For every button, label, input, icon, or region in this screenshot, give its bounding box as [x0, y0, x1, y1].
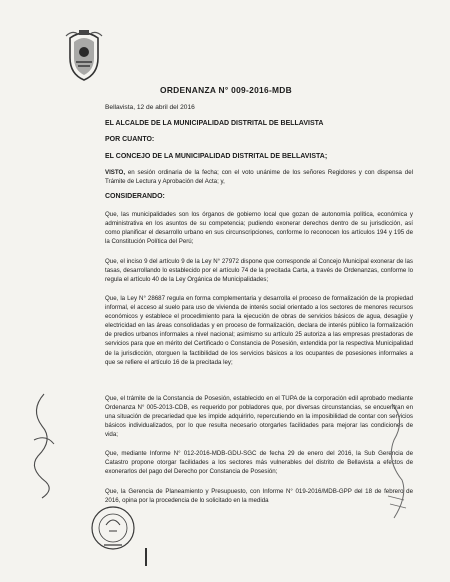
- paragraph-5: Que, mediante Informe N° 012-2016-MDB-GDU-SGC de fecha 29 de enero del 2016, la Sub Gerencia de Catastro propone otorgar facilidades a los sectores más vulnerables del distrito de Bellavista a efectos de exonerarlos del pago del Derecho por Constancia de Posesión;: [105, 450, 413, 476]
- visto-paragraph: [105, 168, 413, 186]
- paragraph-3: Que, la Ley N° 28687 regula en forma complementaria y desarrolla el proceso de formalización de la propiedad informal, el acceso al suelo para uso de vivienda de interés social orientado a los sectores de menores recursos económicos y establece el procedimiento para la ejecución de obras de servicios básicos de agua, desagüe y electricidad en las áreas consolidadas y en proceso de formalización, declara de interés público la formalización de predios urbanos informales a nivel nacional; asimismo su artículo 25 autoriza a las empresas prestadoras de servicios para que en mérito del Certificado o Constancia de Posesión, extendida por la respectiva Municipalidad de la jurisdicción, otorguen la factibilidad de los servicios básicos a los ocupantes de posesiones informales a que se refiere el artículo 16 de la precitada ley;: [105, 295, 413, 366]
- margin-signature-icon: [24, 390, 64, 500]
- paragraph-6: Que, la Gerencia de Planeamiento y Presupuesto, con Informe N° 019-2016/MDB-GPP del 18 de febrero de 2016, opina por la procedencia de lo solicitado en la medida: [105, 488, 413, 505]
- document-date: Bellavista, 12 de abril del 2016: [105, 104, 195, 111]
- right-margin-signature-icon: [382, 400, 412, 530]
- visto-text: en sesión ordinaria de la fecha; con el voto unánime de los señores Regidores y con dispensa del Trámite de Lectura y Aprobación del Acta; y,: [105, 169, 413, 186]
- municipal-stamp-icon: [90, 505, 136, 551]
- alcalde-heading: EL ALCALDE DE LA MUNICIPALIDAD DISTRITAL DE BELLAVISTA: [105, 120, 324, 127]
- considerando-heading: CONSIDERANDO:: [105, 193, 165, 200]
- visto-label: VISTO,: [105, 169, 126, 176]
- ordinance-title: ORDENANZA N° 009-2016-MDB: [160, 85, 292, 95]
- margin-mark: [145, 548, 147, 566]
- concejo-heading: EL CONCEJO DE LA MUNICIPALIDAD DISTRITAL DE BELLAVISTA;: [105, 153, 328, 160]
- paragraph-4: Que, el trámite de la Constancia de Posesión, establecido en el TUPA de la corporación edil aprobado mediante Ordenanza N° 005-2013-CDB, es requerido por pobladores que, por diversas circunstancias, se encuentran en una situación de precariedad que les impide adquirirlo, repercutiendo en la imposibilidad de contar con servicios básicos individualizados, por lo que resulta necesario otorgarles facilidades para mejorar las condiciones de vida;: [105, 395, 413, 439]
- por-cuanto-heading: POR CUANTO:: [105, 136, 155, 143]
- paragraph-2: Que, el inciso 9 del artículo 9 de la Ley N° 27972 dispone que corresponde al Concejo Municipal exonerar de las tasas, desarrollando lo establecido por el artículo 74 de la precitada Carta, a través de Ordenanzas, conforme lo regula el artículo 40 de la Ley Orgánica de Municipalidades;: [105, 258, 413, 284]
- paragraph-1: Que, las municipalidades son los órganos de gobierno local que gozan de autonomía política, económica y administrativa en los asuntos de su competencia; pudiendo exonerar derechos dentro de su jurisdicción, así como planificar el desarrollo urbano en sus circunscripciones, conforme lo reconocen los artículos 194 y 195 de la Constitución Política del Perú;: [105, 211, 413, 246]
- coat-of-arms-icon: [62, 28, 106, 82]
